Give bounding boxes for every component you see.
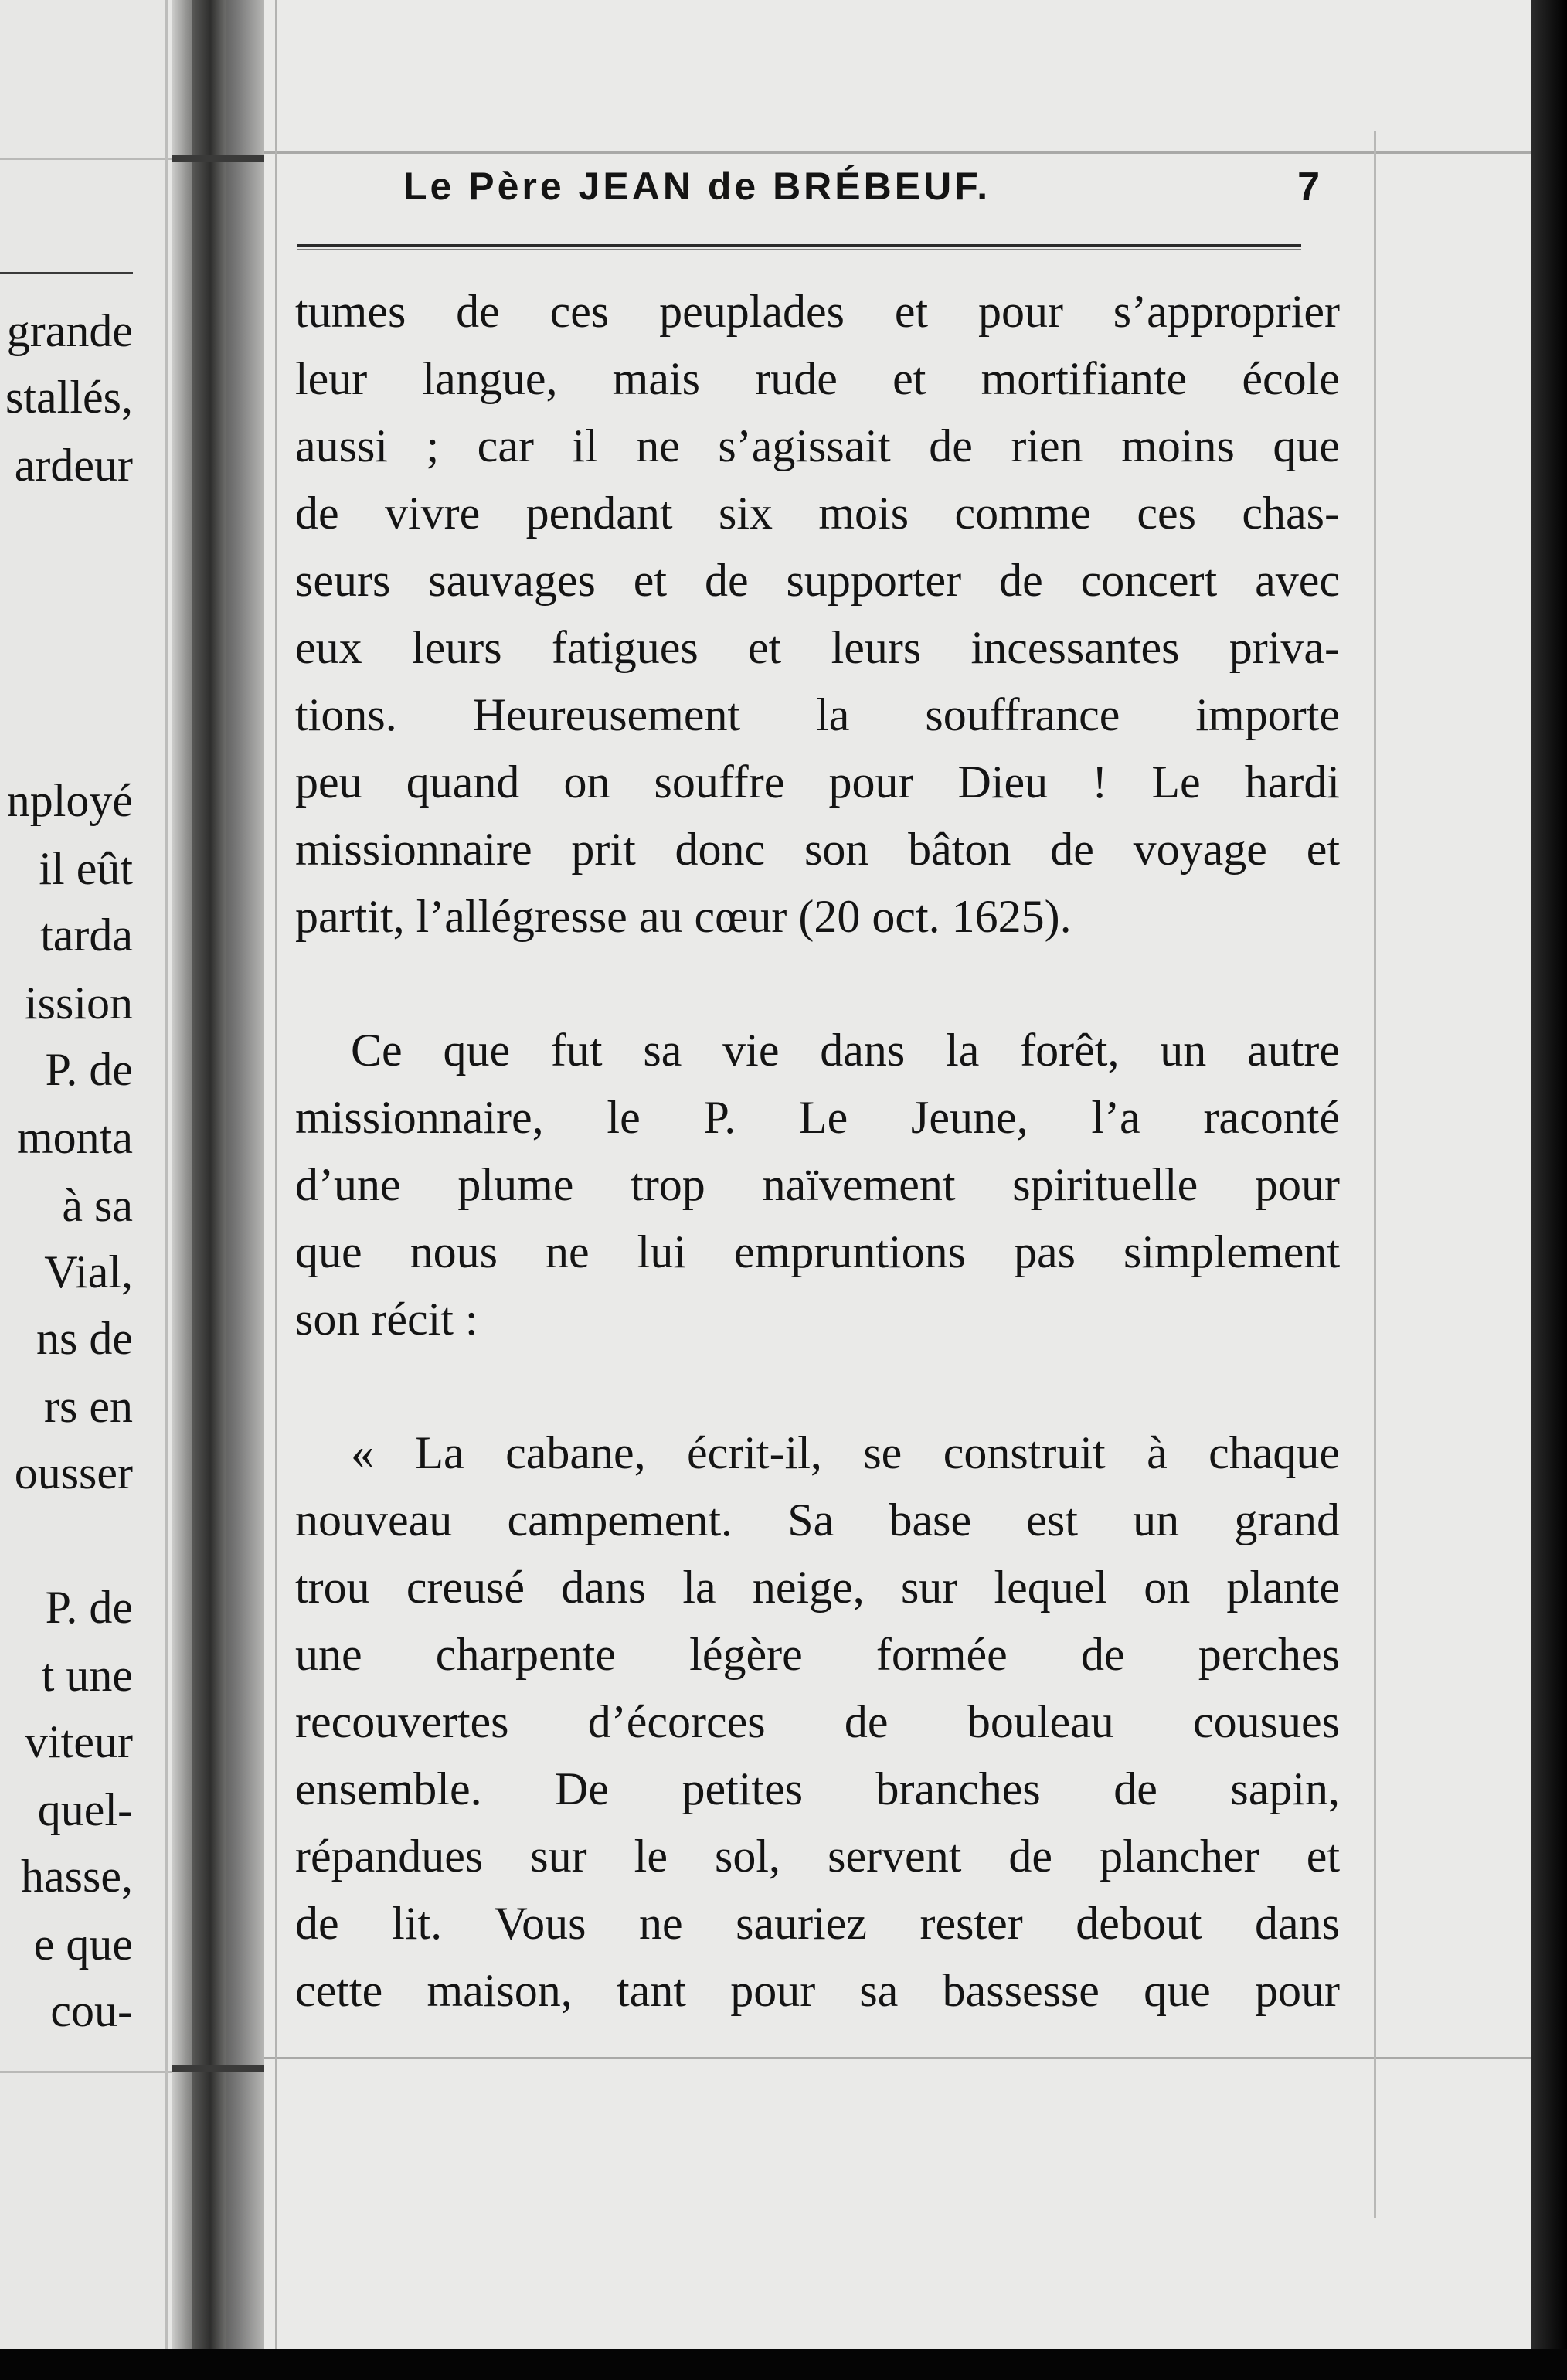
paragraph xyxy=(295,1420,1340,2025)
text-line: que nous ne lui empruntions pas simplement xyxy=(295,1226,1340,1277)
previous-page-line: il eût xyxy=(39,843,133,894)
text-line: missionnaire prit donc son bâton de voyage et xyxy=(295,824,1340,875)
previous-page-line: grande xyxy=(6,305,133,356)
text-line: partit, l’allégresse au cœur (20 oct. 1625). xyxy=(295,891,1072,942)
previous-page-line: monta xyxy=(17,1112,133,1163)
running-title: Le Père JEAN de BRÉBEUF. xyxy=(403,165,991,208)
text-line: recouvertes d’écorces de bouleau cousues xyxy=(295,1696,1340,1747)
previous-page-line: ns de xyxy=(36,1313,133,1364)
previous-page-line: e que xyxy=(33,1919,133,1970)
text-line: répandues sur le sol, servent de plancher et xyxy=(295,1831,1340,1882)
paragraph xyxy=(295,278,1340,950)
gutter-band xyxy=(172,2065,264,2072)
previous-page-line: ission xyxy=(24,978,133,1028)
text-line: trou creusé dans la neige, sur lequel on plante xyxy=(295,1562,1340,1613)
previous-page-line: à sa xyxy=(62,1180,133,1231)
text-line: nouveau campement. Sa base est un grand xyxy=(295,1494,1340,1545)
text-line: son récit : xyxy=(295,1294,478,1345)
header-rule xyxy=(297,244,1301,246)
previous-page-line: quel- xyxy=(37,1784,133,1835)
text-line: « La cabane, écrit-il, se construit à chaque xyxy=(351,1427,1340,1478)
previous-page-line: tarda xyxy=(40,910,133,960)
header-rule-thin xyxy=(297,249,1301,250)
text-line: peu quand on souffre pour Dieu ! Le hardi xyxy=(295,756,1340,808)
text-line: de vivre pendant six mois comme ces chas- xyxy=(295,488,1340,539)
previous-page-line: Vial, xyxy=(44,1246,133,1297)
text-line: cette maison, tant pour sa bassesse que pour xyxy=(295,1965,1340,2016)
previous-page-header-rule xyxy=(0,272,133,274)
text-line: seurs sauvages et de supporter de concert avec xyxy=(295,555,1340,606)
text-line: de lit. Vous ne sauriez rester debout dans xyxy=(295,1898,1340,1949)
frame-line xyxy=(0,2071,172,2073)
previous-page-line: cou- xyxy=(50,1985,133,2036)
text-line: d’une plume trop naïvement spirituelle pour xyxy=(295,1159,1340,1210)
previous-page-line: rs en xyxy=(44,1381,133,1432)
frame-line xyxy=(165,0,168,2349)
frame-line xyxy=(0,158,172,160)
previous-page-fragment xyxy=(0,0,172,2349)
previous-page-line: ardeur xyxy=(14,440,133,491)
previous-page-line: hasse, xyxy=(21,1851,133,1902)
text-line: tions. Heureusement la souffrance importe xyxy=(295,689,1340,740)
text-line: Ce que fut sa vie dans la forêt, un autre xyxy=(351,1025,1340,1076)
page-number: 7 xyxy=(1297,165,1320,209)
text-line: ensemble. De petites branches de sapin, xyxy=(295,1763,1340,1814)
text-line: eux leurs fatigues et leurs incessantes priva- xyxy=(295,622,1340,673)
book-spine-shadow xyxy=(192,0,226,2349)
frame-line xyxy=(275,0,277,2349)
frame-line xyxy=(264,151,1531,154)
previous-page-line: ousser xyxy=(14,1447,133,1498)
scan-border xyxy=(0,2349,1567,2380)
text-line: une charpente légère formée de perches xyxy=(295,1629,1340,1680)
body-text xyxy=(295,278,1340,2025)
paragraph xyxy=(295,1017,1340,1353)
text-line: leur langue, mais rude et mortifiante école xyxy=(295,353,1340,404)
previous-page-line: P. de xyxy=(45,1044,133,1095)
running-header xyxy=(403,167,1320,221)
previous-page-line: t une xyxy=(41,1650,133,1701)
previous-page-line: viteur xyxy=(25,1716,133,1767)
previous-page-line: P. de xyxy=(45,1582,133,1633)
gutter-band xyxy=(172,155,264,162)
previous-page-line: nployé xyxy=(6,775,133,826)
frame-line xyxy=(264,2057,1531,2059)
text-line: missionnaire, le P. Le Jeune, l’a raconté xyxy=(295,1092,1340,1143)
page-edge-shadow xyxy=(1531,0,1567,2380)
text-line: tumes de ces peuplades et pour s’approprier xyxy=(295,286,1340,337)
frame-line xyxy=(1374,131,1376,2218)
text-line: aussi ; car il ne s’agissait de rien moins que xyxy=(295,420,1340,471)
previous-page-line: stallés, xyxy=(5,372,133,423)
